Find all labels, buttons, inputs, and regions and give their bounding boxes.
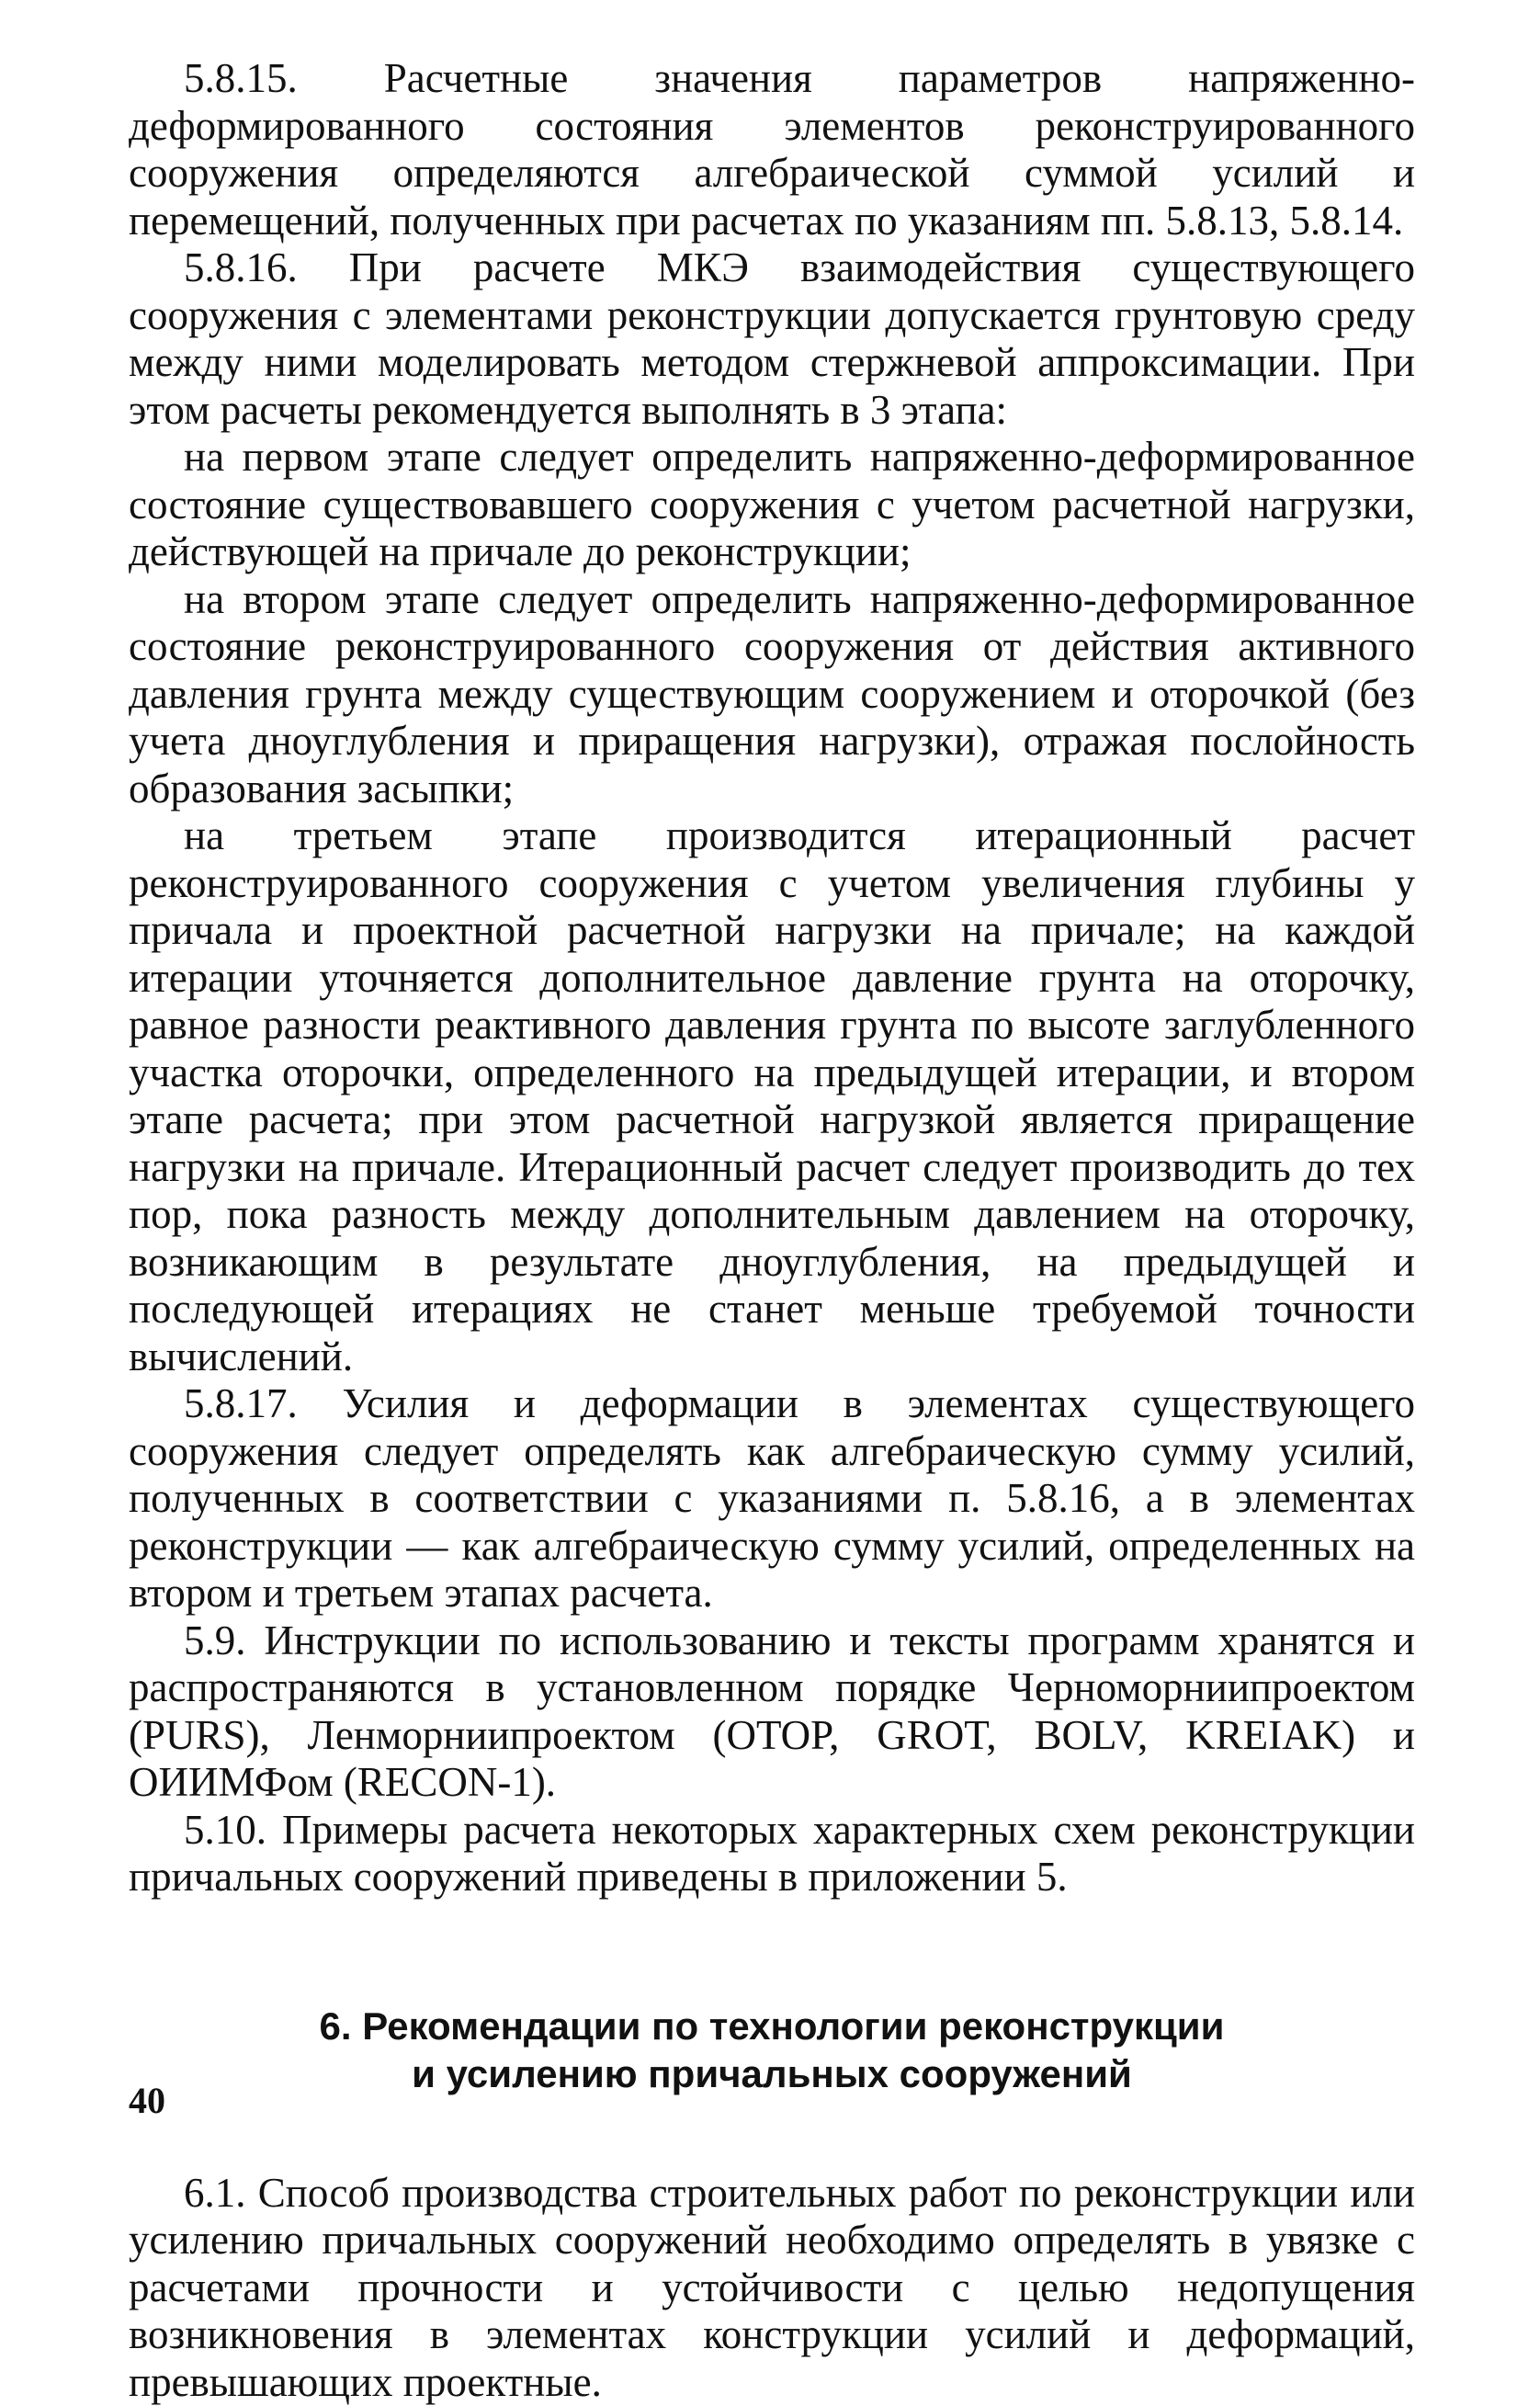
paragraph-6-1: 6.1. Способ производства строительных работ по реконструкции или усилению причальных сооружений необходимо определять в увязке с расчетами прочности и устойчивости с целью недопущения возникновения в элементах конструкции усилий и деформаций, превышающих проектные.: [129, 2170, 1415, 2406]
section-heading-line-2: и усилению причальных сооружений: [129, 2050, 1415, 2098]
paragraph-5-8-15: 5.8.15. Расчетные значения параметров напряженно-деформированного состояния элементов реконструированного сооружения определяются алгебраической суммой усилий и перемещений, полученных при расчетах по указаниям пп. 5.8.13, 5.8.14.: [129, 55, 1415, 244]
paragraph-stage-3: на третьем этапе производится итерационный расчет реконструированного сооружения с учетом увеличения глубины у причала и проектной расчетной нагрузки на причале; на каждой итерации уточняется дополнительное давление грунта на оторочку, равное разности реактивного давления грунта по высоте заглубленного участка оторочки, определенного на предыдущей итерации, и втором этапе расчета; при этом расчетной нагрузкой является приращение нагрузки на причале. Итерационный расчет следует производить до тех пор, пока разность между дополнительным давлением на оторочку, возникающим в результате дноуглубления, на предыдущей и последующей итерациях не станет меньше требуемой точности вычислений.: [129, 812, 1415, 1380]
page-number: 40: [129, 2079, 165, 2122]
paragraph-5-8-16: 5.8.16. При расчете МКЭ взаимодействия существующего сооружения с элементами реконструкции допускается грунтовую среду между ними моделировать методом стержневой аппроксимации. При этом расчеты рекомендуется выполнять в 3 этапа:: [129, 244, 1415, 434]
section-heading-line-1: 6. Рекомендации по технологии реконструкции: [129, 2003, 1415, 2050]
paragraph-5-10: 5.10. Примеры расчета некоторых характерных схем реконструкции причальных сооружений приведены в приложении 5.: [129, 1807, 1415, 1901]
paragraph-5-8-17: 5.8.17. Усилия и деформации в элементах существующего сооружения следует определять как алгебраическую сумму усилий, полученных в соответствии с указаниями п. 5.8.16, а в элементах реконструкции — как алгебраическую сумму усилий, определенных на втором и третьем этапах расчета.: [129, 1380, 1415, 1617]
paragraph-5-9: 5.9. Инструкции по использованию и тексты программ хранятся и распространяются в установленном порядке Черноморниипроектом (PURS), Ленморниипроектом (OTOP, GROT, BOLV, KREIAK) и ОИИМФом (RECON-1).: [129, 1617, 1415, 1807]
paragraph-stage-2: на втором этапе следует определить напряженно-деформированное состояние реконструированного сооружения от действия активного давления грунта между существующим сооружением и оторочкой (без учета дноуглубления и приращения нагрузки), отражая послойность образования засыпки;: [129, 576, 1415, 813]
section-heading: [129, 2003, 1415, 2098]
document-page: [129, 55, 1415, 2406]
paragraph-stage-1: на первом этапе следует определить напряженно-деформированное состояние существовавшего сооружения с учетом расчетной нагрузки, действующей на причале до реконструкции;: [129, 434, 1415, 576]
